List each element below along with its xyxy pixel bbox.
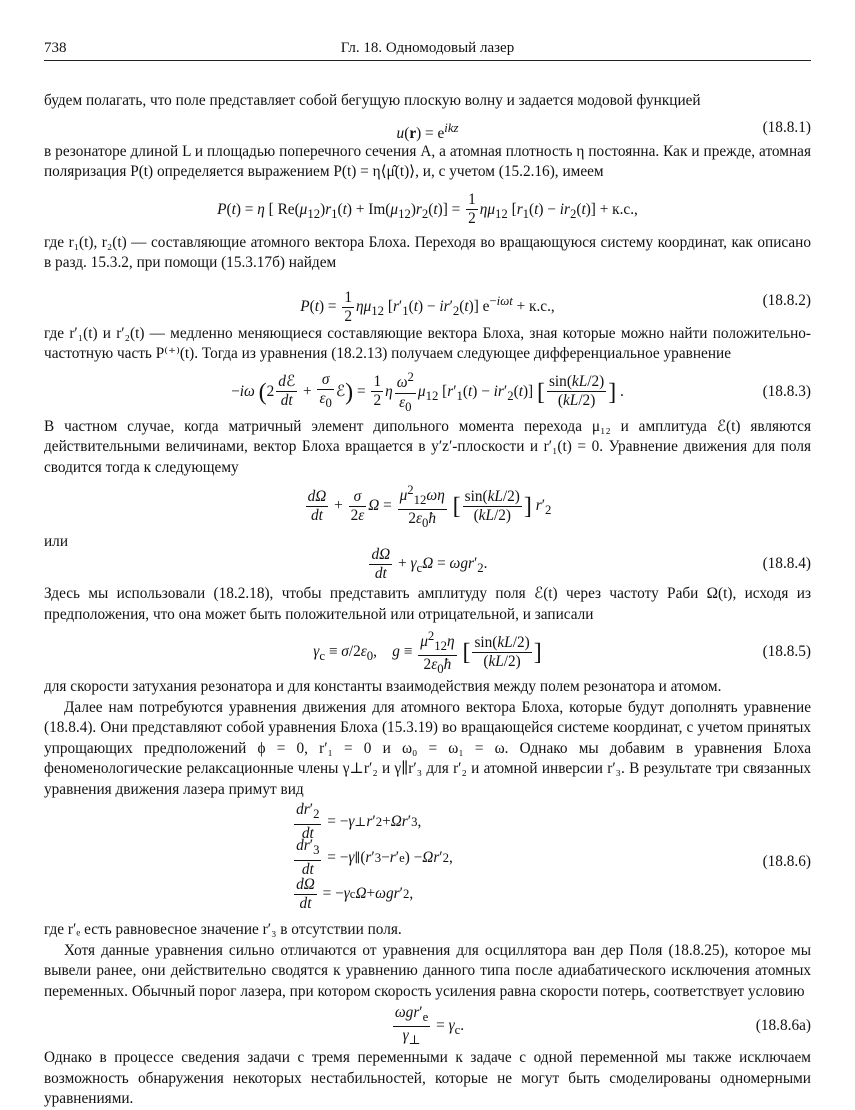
equation: P(t) = $\frac{1}{2}$ $\eta\mu_{12}$ $[r'_1(t) - ir'_2(t)] e^{-i\omega t} + к.с$., (18.8.2)	[300, 288, 811, 325]
equation-number: (18.8.1)	[762, 118, 811, 136]
paragraph: для скорости затухания резонатора и для константы взаимодействия между полем резонатора и атомом.	[44, 678, 722, 695]
equation: $\frac{\omega gr'_e}{\gamma_\perp}$ = $\gamma_c$. (18.8.6а)	[394, 1004, 811, 1048]
running-title: Гл. 18. Одномодовый лазер	[340, 40, 515, 56]
paragraph: Однако в процессе сведения задачи с тремя переменными к задаче с одной переменной мы также исключаем возможность обнаружения некоторых нестабильностей, которые не могут быть смоделированы одномерными уравнениями.	[44, 1049, 811, 1107]
equation-number: (18.8.5)	[762, 643, 811, 660]
equation-number: (18.8.4)	[762, 555, 811, 572]
paragraph: Здесь мы использовали (18.2.18), чтобы представить амплитуду поля ℰ(t) через частоту Раби Ω(t), исходя из предположения, что она может быть положительной или отрицательной, и записали	[44, 585, 811, 623]
paragraph: или	[44, 533, 69, 550]
equation: P(t) = η [ $Re(\mu_{12})r_1(t) + Im(\mu_{12})r_2(t)$] = $\frac{1}{2}$ $\eta\mu_{12}$ $[r_1(t) - ir_2(t)] + к.с$.,	[217, 191, 638, 228]
paragraph: Далее нам потребуются уравнения движения для атомного вектора Блоха, которые будут дополнять уравнение (18.8.4). Они представляют собой уравнения Блоха (15.3.19) во вращающейся системе координат, с учетом принятых упрощающих предположений ϕ = 0, r′₁ = 0 и ω₀ = ω₁ = ω. Однако мы добавим в уравнения Блоха феноменологические релаксационные члены γ⊥r′₂ и γ∥r′₃ для r′₂ и атомной инверсии r′₃. В результате три связанных уравнения движения лазера примут вид	[44, 698, 811, 798]
equation: −iω (2 $\frac{\text{dℰ}}{dt}$ + $\frac{\sigma}{\varepsilon_0}$ ℰ) = $\frac{1}{2}$ η $\frac{\omega^2}{\varepsilon_0}$ $\mu_{12}$ $[r'_1(t) - ir'_2(t)]$ [ $\frac{\sin(kL/2)}{(kL/2)}$ ] . (18.8.3)	[231, 370, 811, 414]
running-header	[44, 36, 811, 61]
paragraph: где r₁(t), r₂(t) — составляющие атомного вектора Блоха. Переходя во вращающуюся систему координат, как описано в разд. 15.3.2, при помощи (15.3.17б) найдем	[44, 233, 811, 271]
paragraph: будем полагать, что поле представляет собой бегущую плоскую волну и задается модовой функцией	[44, 92, 701, 109]
equation: $\frac{d\Omega}{dt}$ + $\frac{\sigma}{2\varepsilon}$ Ω = $\frac{\mu^2_{12}\omega\eta}{2\varepsilon_0ħ}$ [ $\frac{\sin(kL/2)}{(kL/2)}$ ] $r'_2$	[307, 482, 552, 531]
paragraph: в резонаторе длиной L и площадью поперечного сечения A, а атомная плотность η постоянна. Как и прежде, атомная поляризация P(t) определяется выражением P(t) = η⟨μ̂(t)⟩, и, с учетом (15.2.16), имеем	[44, 142, 811, 180]
equation: $\gamma_c \equiv \sigma/2\varepsilon_0$, g ≡ $\frac{\mu^2_{12}\eta}{2\varepsilon_0ħ}$ [ $\frac{\sin(kL/2)}{(kL/2)}$ ] (18.8.5)	[313, 629, 811, 677]
equation: $u(r) = e^{ikz}$ (18.8.1)	[396, 118, 811, 142]
equation-system: $\frac{dr'_2}{dt}$ = − γ ⊥ r ′ 2 + Ωr ′ 3 , $\frac{dr'_3}{dt}$ = − γ ∥ ( r ′ 3 − r ′ e ) − Ωr ′ 2 , $\frac{d\Omega}{dt}$ = − γ c Ω + ωgr ′ 2 , (18.8.6)	[296, 801, 811, 912]
equation-number: (18.8.6)	[762, 853, 811, 870]
equation: $\frac{d\Omega}{dt}$ + $\gamma_c\Omega = \omega gr'_2$. (18.8.4)	[371, 545, 811, 582]
equation-number: (18.8.2)	[762, 291, 811, 309]
paragraph: где r′₁(t) и r′₂(t) — медленно меняющиеся составляющие вектора Блоха, зная которые можно найти положительно-частотную часть P⁽⁺⁾(t). Тогда из уравнения (18.2.13) получаем следующее дифференциальное уравнение	[44, 324, 811, 362]
equation-number: (18.8.3)	[762, 382, 811, 400]
paragraph: Хотя данные уравнения сильно отличаются от уравнения для осциллятора ван дер Поля (18.8.25), которое мы вывели ранее, они действительно сводятся к уравнению данного типа после адиабатического исключения атомных переменных. Обычный порог лазера, при котором скорость усиления равна скорости потерь, соответствует условию	[44, 941, 811, 1000]
equation-number: (18.8.6а)	[755, 1017, 811, 1034]
page-number: 738	[44, 40, 67, 56]
page	[44, 36, 811, 1110]
paragraph: где r′ₑ есть равновесное значение r′₃ в отсутствии поля.	[44, 921, 402, 938]
paragraph: В частном случае, когда матричный элемент дипольного момента перехода μ₁₂ и амплитуда ℰ(t) являются действительными величинами, вектор Блоха вращается в y′z′-плоскости и r′₁(t) = 0. Уравнение движения для поля сводится тогда к следующему	[44, 417, 811, 476]
